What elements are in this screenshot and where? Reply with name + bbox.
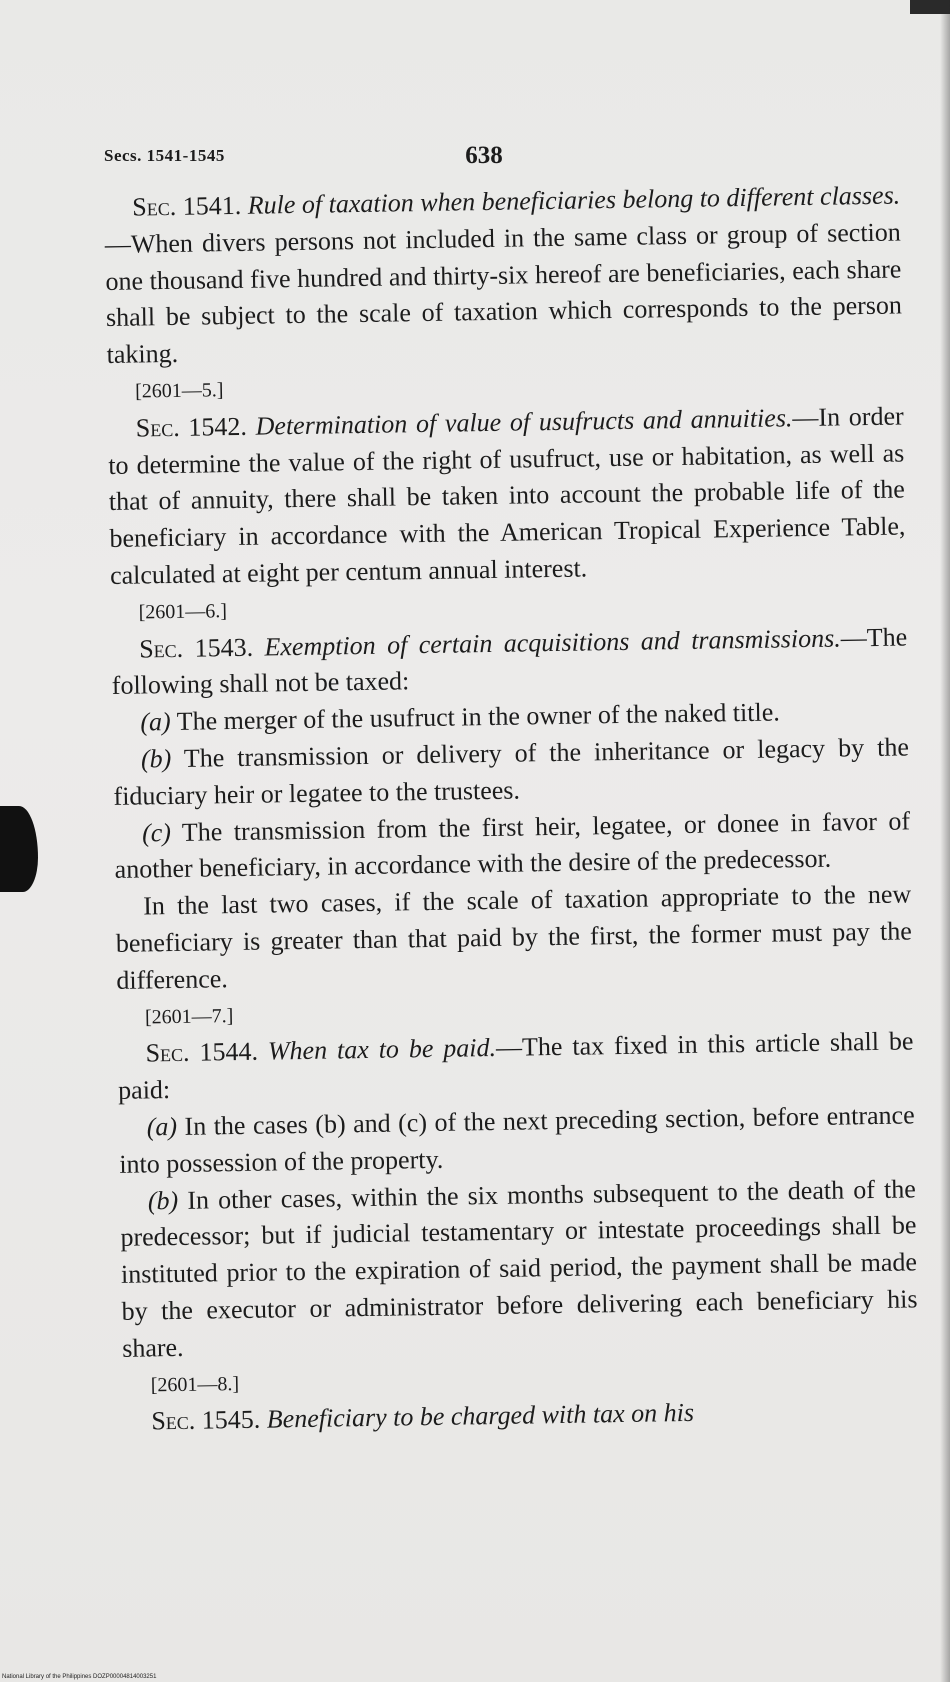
section-1544	[117, 1024, 914, 1110]
clause	[120, 1171, 919, 1367]
clause-marker: (a)	[146, 1111, 178, 1142]
clause-text: The merger of the usufruct in the owner of the naked title.	[170, 697, 780, 737]
clause-text: In other cases, within the six months subsequent to the death of the predecessor; but if judicial testamentary or intestate proceedings shall be instituted prior to the expiration of said period, the payment shall be made by the executor or administrator before delivering each beneficiary his share.	[120, 1173, 918, 1363]
page-text	[104, 177, 920, 1440]
section-heading: Determination of value of usufructs and annuities.	[255, 402, 793, 441]
section-heading: Beneficiary to be charged with tax on his	[266, 1398, 695, 1434]
citation: [2601—5.]	[134, 379, 224, 403]
section-1542	[107, 398, 906, 594]
section-body: —The tax fixed in this article shall be paid:	[117, 1026, 914, 1106]
scan-artifact	[0, 806, 38, 892]
section-label: Sec. 1544.	[145, 1037, 259, 1068]
clause-text: The transmission or delivery of the inheritance or legacy by the fiduciary heir or legatee to the trustees.	[113, 732, 910, 811]
section-heading: When tax to be paid.	[267, 1033, 497, 1066]
section-1541	[104, 177, 903, 373]
section-heading: Rule of taxation when beneficiaries belong to different classes.	[247, 180, 901, 220]
running-head	[104, 142, 864, 172]
section-body: —In order to determine the value of the right of usufruct, use or habitation, as well as that of annuity, there shall be taken into account the probable life of the beneficiary in accordance with the American Tropical Experience Table, calculated at eight per centum annual interest.	[108, 401, 906, 590]
page-number: 638	[465, 142, 503, 169]
section-label: Sec. 1542.	[135, 411, 248, 443]
scan-footer: National Library of the Philippines DOZP00004814003251	[2, 1674, 157, 1680]
clause-marker: (b)	[140, 743, 172, 774]
section-body: —The following shall not be taxed:	[111, 622, 908, 701]
running-head-sections: Secs. 1541-1545	[104, 146, 225, 165]
clause	[113, 729, 910, 815]
clause	[118, 1097, 915, 1183]
section-label: Sec. 1543.	[138, 632, 254, 664]
clause-marker: (b)	[147, 1185, 179, 1215]
citation: [2601—8.]	[150, 1372, 240, 1396]
citation: [2601—7.]	[144, 1004, 234, 1028]
scan-edge-shadow-right	[940, 0, 950, 1682]
clause-text: In the cases (b) and (c) of the next preceding section, before entrance into possession of the property.	[119, 1100, 915, 1179]
clause-marker: (a)	[140, 707, 171, 737]
section-1543	[111, 619, 908, 705]
clause	[114, 803, 911, 889]
section-closing: In the last two cases, if the scale of taxation appropriate to the new beneficiary is greater than that paid by the first, the former must pay the difference.	[115, 879, 912, 995]
citation: [2601—6.]	[138, 599, 228, 624]
section-label: Sec. 1541.	[132, 190, 242, 222]
section-label: Sec. 1545.	[151, 1404, 261, 1436]
clause-marker: (c)	[141, 817, 172, 848]
section-heading: Exemption of certain acquisitions and transmissions.	[264, 623, 841, 662]
clause-text: The transmission from the first heir, legatee, or donee in favor of another beneficiary, in accordance with the desire of the predecessor.	[114, 805, 911, 885]
section-body: —When divers persons not included in the same class or group of section one thousand five hundred and thirty-six hereof are beneficiaries, each share shall be subject to the scale of taxation which corresponds to the person taking.	[104, 217, 903, 370]
